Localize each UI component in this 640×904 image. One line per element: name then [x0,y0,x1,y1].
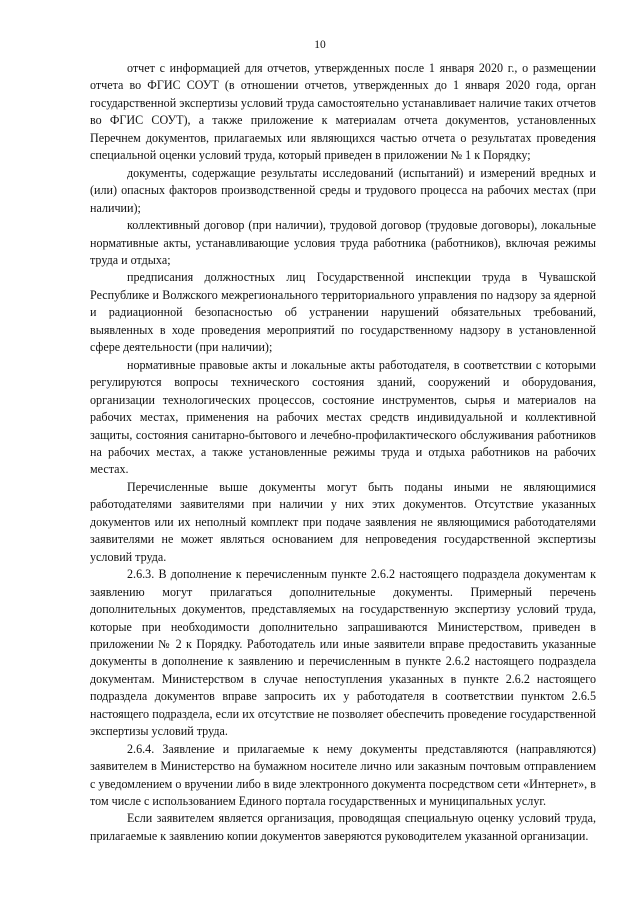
paragraph-2-6-4: 2.6.4. Заявление и прилагаемые к нему документы представляются (направляются) заявителем в Министерство на бумажном носителе лично или заказным почтовым отправлением с уведомлением о вручении либо в виде электронного документа посредством сети «Интернет», в том числе с использованием Единого портала государственных и муниципальных услуг. [90,741,596,809]
paragraph-report-info: отчет с информацией для отчетов, утвержденных после 1 января 2020 г., о размещении отчета во ФГИС СОУТ (в отношении отчетов, утвержденных до 1 января 2020 года, орган государственной экспертизы условий труда самостоятельно устанавливает наличие таких отчетов во ФГИС СОУТ), а также приложение к материалам отчета документов, установленных Перечнем документов, прилагаемых или являющихся частью отчета о результатах проведения специальной оценки условий труда, который приведен в приложении № 1 к Порядку; [90,61,596,163]
page-number: 10 [314,39,326,51]
paragraph-normative-acts: нормативные правовые акты и локальные акты работодателя, в соответствии с которыми регулируются вопросы технического состояния зданий, сооружений и оборудования, организации технологических процессов, состояние инструментов, сырья и материалов на рабочих местах, применения на рабочих местах средств индивидуальной и коллективной защиты, состояния санитарно-бытового и лечебно-профилактического обслуживания работников на рабочих местах, а также установленные режимы труда и отдыха работников на рабочих местах. [90,357,596,477]
document-body [90,60,596,845]
paragraph-organization-applicant: Если заявителем является организация, проводящая специальную оценку условий труда, прилагаемые к заявлению копии документов заверяются руководителем указанной организации. [90,811,596,843]
paragraph-2-6-3: 2.6.3. В дополнение к перечисленным пункте 2.6.2 настоящего подраздела документам к заявлению могут прилагаться дополнительные документы. Примерный перечень дополнительных документов, представляемых на государственную экспертизу условий труда, которые при необходимости дополнительно запрашиваются Министерством, приведен в приложении № 2 к Порядку. Работодатель или иные заявители вправе предоставить указанные документы в дополнение к заявлению и перечисленным в пункте 2.6.2 настоящего подраздела документам. Министерством в случае непоступления указанных в пункте 2.6.2 настоящего подраздела документов вправе запросить их у работодателя в соответствии пунктом 2.6.5 настоящего подраздела, если их отсутствие не позволяет обеспечить проведение государственной экспертизы условий труда. [90,567,596,739]
paragraph-other-applicants: Перечисленные выше документы могут быть поданы иными не являющимися работодателями заявителями при наличии у них этих документов. Отсутствие указанных документов или их неполный комплект при подаче заявления не являющимися работодателями заявителями не может являться основанием для непроведения государственной экспертизы условий труда. [90,479,596,564]
paragraph-inspection-orders: предписания должностных лиц Государственной инспекции труда в Чувашской Республике и Волжского межрегионального территориального управления по надзору за ядерной и радиационной безопасностью об устранении нарушений обязательных требований, выявленных в ходе проведения мероприятий по государственному надзору в установленной сфере деятельности (при наличии); [90,270,596,355]
paragraph-collective-agreement: коллективный договор (при наличии), трудовой договор (трудовые договоры), локальные нормативные акты, устанавливающие условия труда работника (работников), включая режимы труда и отдыха; [90,218,596,267]
paragraph-measurement-documents: документы, содержащие результаты исследований (испытаний) и измерений вредных и (или) опасных факторов производственной среды и трудового процесса на рабочих местах (при наличии); [90,165,596,215]
